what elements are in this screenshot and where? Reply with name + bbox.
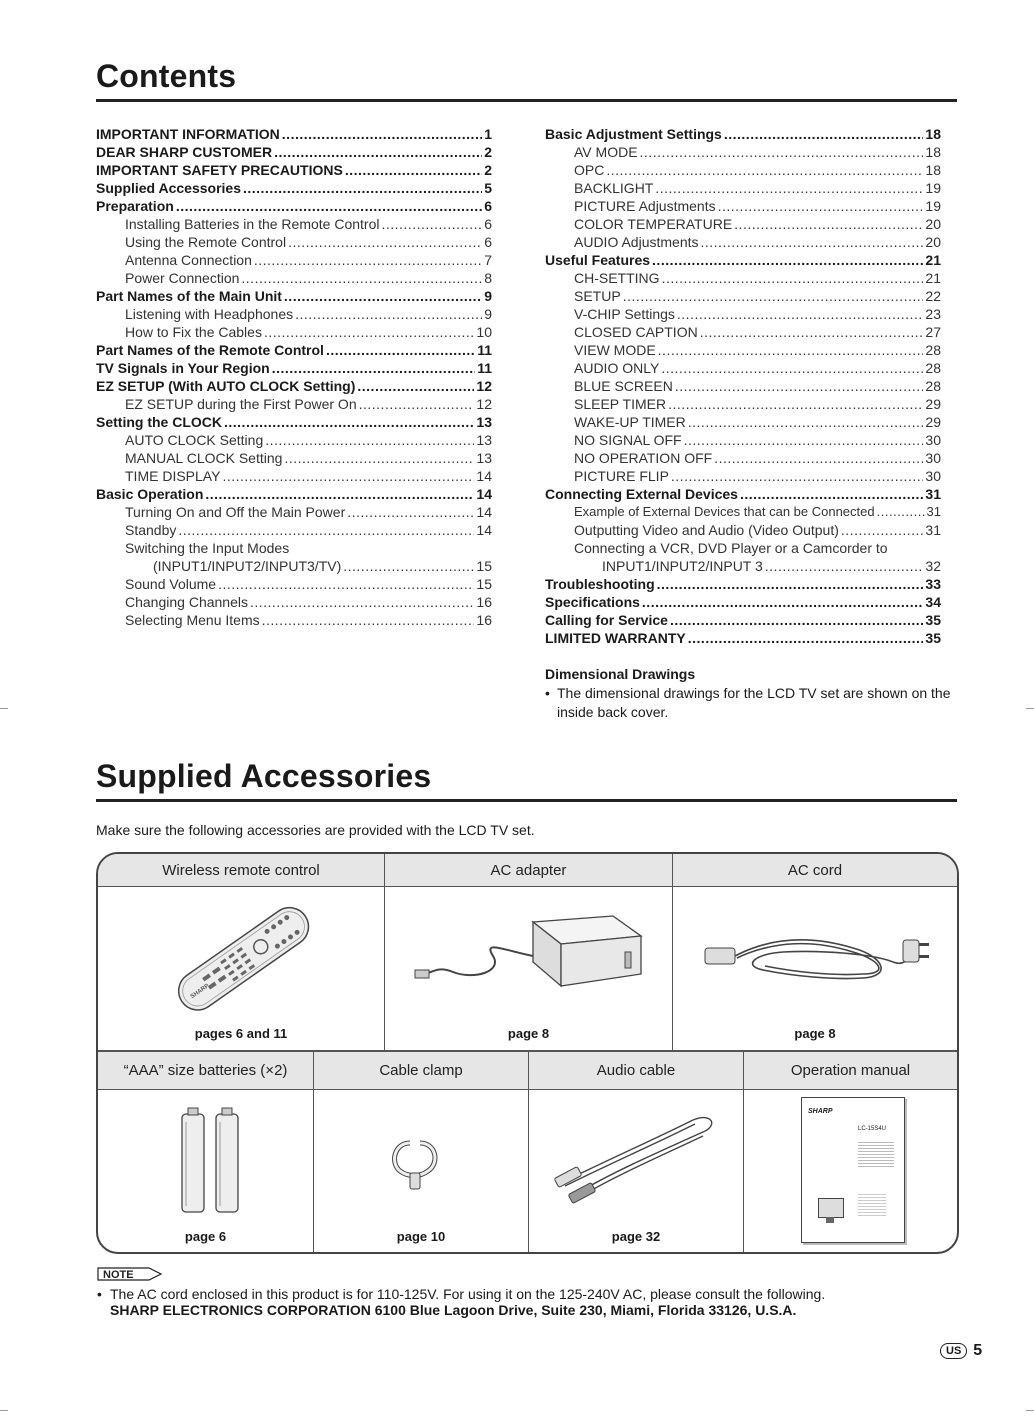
toc-entry-page: 15 bbox=[476, 558, 492, 574]
toc-entry bbox=[96, 611, 492, 629]
toc-entry-title: CH-SETTING bbox=[574, 270, 660, 286]
toc-entry-page: 9 bbox=[484, 288, 492, 304]
header-remote: Wireless remote control bbox=[98, 854, 384, 886]
cable-clamp-image bbox=[386, 1129, 446, 1199]
toc-leader-dots bbox=[274, 143, 482, 161]
toc-entry-page: 13 bbox=[476, 432, 492, 448]
toc-entry-page: 18 bbox=[925, 144, 941, 160]
toc-leader-dots bbox=[357, 377, 474, 395]
toc-entry-title: PICTURE Adjustments bbox=[574, 198, 716, 214]
toc-entry bbox=[545, 557, 941, 575]
toc-leader-dots bbox=[381, 215, 482, 233]
toc-leader-dots bbox=[688, 629, 924, 647]
toc-entry-title: Specifications bbox=[545, 594, 640, 610]
toc-entry-page: 28 bbox=[925, 342, 941, 358]
toc-leader-dots bbox=[222, 467, 474, 485]
toc-entry-page: 14 bbox=[476, 468, 492, 484]
tv-icon bbox=[818, 1198, 844, 1218]
toc-entry-title: PICTURE FLIP bbox=[574, 468, 669, 484]
toc-entry-title: Preparation bbox=[96, 198, 174, 214]
toc-entry-page: 34 bbox=[925, 594, 941, 610]
toc-entry bbox=[545, 575, 941, 593]
toc-entry bbox=[545, 449, 941, 467]
toc-entry-title: MANUAL CLOCK Setting bbox=[125, 450, 283, 466]
toc-leader-dots bbox=[642, 593, 924, 611]
toc-entry-page: 20 bbox=[925, 234, 941, 250]
toc-entry-title: IMPORTANT INFORMATION bbox=[96, 126, 280, 142]
toc-entry bbox=[96, 593, 492, 611]
toc-entry-title: Outputting Video and Audio (Video Output) bbox=[574, 522, 839, 538]
toc-entry-page: 31 bbox=[925, 522, 941, 538]
tv-stand bbox=[826, 1217, 834, 1223]
toc-leader-dots bbox=[765, 557, 924, 575]
toc-entry-page: 13 bbox=[476, 450, 492, 466]
toc-leader-dots bbox=[623, 287, 924, 305]
toc-entry bbox=[96, 575, 492, 593]
toc-entry-page: 22 bbox=[925, 288, 941, 304]
toc-entry-page: 31 bbox=[925, 486, 941, 502]
toc-entry-page: 2 bbox=[484, 162, 492, 178]
toc-entry-title: OPC bbox=[574, 162, 605, 178]
toc-leader-dots bbox=[218, 575, 474, 593]
toc-entry-title: EZ SETUP (With AUTO CLOCK Setting) bbox=[96, 378, 356, 394]
toc-entry bbox=[96, 359, 492, 377]
toc-entry bbox=[545, 233, 941, 251]
toc-entry-title: Connecting External Devices bbox=[545, 486, 738, 502]
toc-entry bbox=[96, 179, 492, 197]
toc-entry-page: 1 bbox=[484, 126, 492, 142]
toc-entry-page: 14 bbox=[476, 522, 492, 538]
toc-entry bbox=[96, 485, 492, 503]
grid-line bbox=[384, 854, 385, 1051]
toc-entry-page: 6 bbox=[484, 234, 492, 250]
toc-leader-dots bbox=[606, 161, 923, 179]
toc-entry-page: 8 bbox=[484, 270, 492, 286]
grid-line bbox=[313, 1051, 314, 1252]
toc-entry-title: AUDIO ONLY bbox=[574, 360, 660, 376]
toc-entry bbox=[545, 395, 941, 413]
toc-entry-title: Power Connection bbox=[125, 270, 240, 286]
toc-entry bbox=[545, 341, 941, 359]
toc-leader-dots bbox=[326, 341, 475, 359]
toc-entry-title: Calling for Service bbox=[545, 612, 668, 628]
toc-entry bbox=[545, 467, 941, 485]
dimensional-text: The dimensional drawings for the LCD TV set are shown on the inside back cover. bbox=[557, 685, 951, 720]
toc-entry-title: Connecting a VCR, DVD Player or a Camcorder to bbox=[574, 540, 888, 556]
toc-leader-dots bbox=[655, 179, 923, 197]
toc-entry-page: 14 bbox=[476, 504, 492, 520]
toc-leader-dots bbox=[661, 359, 923, 377]
toc-leader-dots bbox=[205, 485, 474, 503]
toc-entry-title: How to Fix the Cables bbox=[125, 324, 262, 340]
toc-entry-page: 2 bbox=[484, 144, 492, 160]
ac-adapter-image bbox=[413, 910, 653, 1010]
toc-entry bbox=[96, 521, 492, 539]
toc-entry bbox=[96, 413, 492, 431]
toc-entry-page: 20 bbox=[925, 216, 941, 232]
toc-entry bbox=[96, 377, 492, 395]
toc-entry-page: 35 bbox=[925, 630, 941, 646]
toc-entry bbox=[545, 431, 941, 449]
toc-leader-dots bbox=[176, 197, 482, 215]
toc-leader-dots bbox=[243, 179, 482, 197]
toc-entry bbox=[96, 431, 492, 449]
toc-left-column bbox=[96, 125, 492, 629]
toc-entry bbox=[96, 125, 492, 143]
toc-entry-title: AUDIO Adjustments bbox=[574, 234, 699, 250]
toc-leader-dots bbox=[343, 557, 474, 575]
toc-entry-page: 13 bbox=[476, 414, 492, 430]
toc-entry-page: 12 bbox=[476, 378, 492, 394]
toc-entry-title: Basic Operation bbox=[96, 486, 204, 502]
remote-brand: SHARP bbox=[189, 983, 211, 1001]
toc-entry bbox=[545, 593, 941, 611]
batteries-image bbox=[170, 1106, 250, 1216]
header-ac-cord: AC cord bbox=[673, 854, 957, 886]
accessories-intro: Make sure the following accessories are provided with the LCD TV set. bbox=[96, 822, 535, 838]
toc-leader-dots bbox=[658, 341, 924, 359]
page-ref-audio-cable: page 32 bbox=[611, 1229, 661, 1244]
toc-entry bbox=[545, 413, 941, 431]
toc-entry bbox=[545, 251, 941, 269]
toc-entry-title: Useful Features bbox=[545, 252, 651, 268]
toc-entry-page: 23 bbox=[925, 306, 941, 322]
toc-leader-dots bbox=[178, 521, 474, 539]
toc-entry bbox=[545, 179, 941, 197]
toc-entry bbox=[96, 215, 492, 233]
toc-entry-page: 30 bbox=[925, 450, 941, 466]
note-text: The AC cord enclosed in this product is for 110-125V. For using it on the 125-240V AC, please consult the following. bbox=[110, 1286, 826, 1302]
toc-entry bbox=[545, 611, 941, 629]
toc-entry bbox=[545, 215, 941, 233]
header-audio-cable: Audio cable bbox=[529, 1051, 743, 1089]
toc-leader-dots bbox=[670, 611, 923, 629]
header-ac-adapter: AC adapter bbox=[385, 854, 672, 886]
toc-entry bbox=[545, 323, 941, 341]
toc-entry-title: WAKE-UP TIMER bbox=[574, 414, 686, 430]
toc-entry-title: Basic Adjustment Settings bbox=[545, 126, 722, 142]
toc-entry-page: 14 bbox=[476, 486, 492, 502]
toc-entry-title: Using the Remote Control bbox=[125, 234, 287, 250]
toc-leader-dots bbox=[675, 377, 924, 395]
toc-entry-page: 6 bbox=[484, 198, 492, 214]
toc-leader-dots bbox=[284, 287, 482, 305]
toc-entry bbox=[96, 251, 492, 269]
page-ref-cable-clamp: page 10 bbox=[396, 1229, 446, 1244]
toc-entry bbox=[545, 485, 941, 503]
toc-leader-dots bbox=[652, 251, 923, 269]
toc-leader-dots bbox=[688, 413, 924, 431]
toc-leader-dots bbox=[345, 161, 482, 179]
toc-entry-page: 16 bbox=[476, 594, 492, 610]
toc-entry bbox=[96, 467, 492, 485]
toc-leader-dots bbox=[265, 431, 474, 449]
toc-entry bbox=[96, 341, 492, 359]
toc-entry-title: Setting the CLOCK bbox=[96, 414, 222, 430]
manual-text-block bbox=[858, 1142, 894, 1168]
page-number: 5 bbox=[973, 1342, 983, 1359]
toc-entry bbox=[545, 503, 941, 521]
toc-leader-dots bbox=[841, 521, 924, 539]
toc-leader-dots bbox=[734, 215, 923, 233]
header-operation-manual: Operation manual bbox=[744, 1051, 957, 1089]
toc-leader-dots bbox=[295, 305, 482, 323]
toc-entry bbox=[545, 287, 941, 305]
toc-entry-title: Listening with Headphones bbox=[125, 306, 294, 322]
toc-leader-dots bbox=[254, 251, 482, 269]
toc-entry-title: Part Names of the Remote Control bbox=[96, 342, 324, 358]
toc-leader-dots bbox=[724, 125, 924, 143]
toc-leader-dots bbox=[657, 575, 924, 593]
audio-cable-image bbox=[553, 1112, 723, 1212]
crop-mark bbox=[1026, 1410, 1034, 1411]
toc-entry-page: 30 bbox=[925, 432, 941, 448]
toc-entry bbox=[545, 377, 941, 395]
toc-entry-page: 27 bbox=[925, 324, 941, 340]
grid-line bbox=[672, 854, 673, 1051]
toc-leader-dots bbox=[700, 323, 924, 341]
dimensional-title: Dimensional Drawings bbox=[545, 666, 696, 682]
header-batteries: “AAA” size batteries (×2) bbox=[98, 1051, 313, 1089]
toc-entry-title: SETUP bbox=[574, 288, 621, 304]
toc-entry-page: 7 bbox=[484, 252, 492, 268]
toc-entry bbox=[96, 305, 492, 323]
toc-leader-dots bbox=[224, 413, 474, 431]
toc-entry bbox=[545, 269, 941, 287]
toc-entry-title: NO SIGNAL OFF bbox=[574, 432, 682, 448]
page-ref-remote: pages 6 and 11 bbox=[194, 1026, 288, 1041]
toc-entry bbox=[545, 305, 941, 323]
toc-entry-page: 18 bbox=[925, 162, 941, 178]
toc-entry-title: Example of External Devices that can be Connected bbox=[574, 504, 875, 519]
toc-leader-dots bbox=[740, 485, 923, 503]
toc-entry-title: AV MODE bbox=[574, 144, 638, 160]
toc-entry bbox=[96, 143, 492, 161]
toc-entry bbox=[96, 557, 492, 575]
toc-entry-page: 5 bbox=[484, 180, 492, 196]
toc-entry-title: DEAR SHARP CUSTOMER bbox=[96, 144, 273, 160]
toc-entry-title: AUTO CLOCK Setting bbox=[125, 432, 264, 448]
toc-entry-title: CLOSED CAPTION bbox=[574, 324, 698, 340]
toc-entry-title: TV Signals in Your Region bbox=[96, 360, 270, 376]
toc-leader-dots bbox=[671, 467, 924, 485]
toc-entry-title: Antenna Connection bbox=[125, 252, 252, 268]
toc-entry-title: BLUE SCREEN bbox=[574, 378, 673, 394]
toc-entry-page: 28 bbox=[925, 360, 941, 376]
toc-entry-page: 21 bbox=[925, 270, 941, 286]
toc-leader-dots bbox=[359, 395, 475, 413]
toc-entry bbox=[545, 359, 941, 377]
toc-entry-title: Turning On and Off the Main Power bbox=[125, 504, 346, 520]
toc-entry-title: Installing Batteries in the Remote Control bbox=[125, 216, 380, 232]
contents-title: Contents bbox=[96, 58, 237, 94]
toc-leader-dots bbox=[877, 503, 925, 521]
page-ref-ac-cord: page 8 bbox=[794, 1026, 836, 1041]
toc-leader-dots bbox=[714, 449, 923, 467]
toc-leader-dots bbox=[347, 503, 474, 521]
accessories-title: Supplied Accessories bbox=[96, 758, 432, 794]
toc-entry-title: Sound Volume bbox=[125, 576, 217, 592]
toc-entry-page: 18 bbox=[925, 126, 941, 142]
note-block bbox=[97, 1286, 957, 1318]
accessories-rule bbox=[96, 799, 957, 802]
toc-entry-page: 28 bbox=[925, 378, 941, 394]
toc-entry bbox=[96, 197, 492, 215]
toc-entry-title: VIEW MODE bbox=[574, 342, 656, 358]
toc-entry-page: 9 bbox=[484, 306, 492, 322]
toc-leader-dots bbox=[241, 269, 482, 287]
page-ref-ac-adapter: page 8 bbox=[507, 1026, 550, 1041]
note-badge bbox=[97, 1267, 163, 1281]
remote-control-image bbox=[158, 898, 328, 1018]
region-badge: US bbox=[940, 1343, 967, 1359]
toc-entry-page: 12 bbox=[476, 396, 492, 412]
toc-entry-title: Troubleshooting bbox=[545, 576, 655, 592]
toc-leader-dots bbox=[718, 197, 924, 215]
toc-entry bbox=[545, 125, 941, 143]
toc-leader-dots bbox=[684, 431, 924, 449]
toc-entry-page: 16 bbox=[476, 612, 492, 628]
toc-leader-dots bbox=[272, 359, 475, 377]
toc-entry-page: 19 bbox=[925, 180, 941, 196]
page-footer bbox=[940, 1342, 982, 1360]
toc-entry-page: 21 bbox=[925, 252, 941, 268]
note-label: NOTE bbox=[103, 1269, 134, 1281]
toc-entry bbox=[96, 161, 492, 179]
toc-entry-page: 33 bbox=[925, 576, 941, 592]
toc-leader-dots bbox=[284, 449, 474, 467]
toc-entry-title: Supplied Accessories bbox=[96, 180, 241, 196]
toc-entry bbox=[96, 323, 492, 341]
toc-entry bbox=[96, 287, 492, 305]
toc-right-column bbox=[545, 125, 941, 647]
toc-entry-title: Changing Channels bbox=[125, 594, 248, 610]
toc-entry-page: 31 bbox=[926, 504, 941, 519]
toc-leader-dots bbox=[282, 125, 482, 143]
toc-leader-dots bbox=[668, 395, 923, 413]
ac-cord-image bbox=[703, 926, 933, 996]
contents-rule bbox=[96, 99, 957, 102]
toc-entry-title: LIMITED WARRANTY bbox=[545, 630, 686, 646]
toc-entry bbox=[96, 269, 492, 287]
dimensional-drawings bbox=[545, 665, 960, 722]
manual-model: LC-15S4U bbox=[858, 1126, 887, 1132]
toc-entry-page: 29 bbox=[925, 414, 941, 430]
crop-mark bbox=[0, 1410, 8, 1411]
toc-entry bbox=[545, 629, 941, 647]
crop-mark bbox=[1026, 708, 1034, 709]
grid-line bbox=[528, 1051, 529, 1252]
toc-leader-dots bbox=[262, 611, 475, 629]
grid-line bbox=[743, 1051, 744, 1252]
toc-leader-dots bbox=[662, 269, 924, 287]
toc-leader-dots bbox=[677, 305, 924, 323]
toc-leader-dots bbox=[288, 233, 482, 251]
toc-entry-title: BACKLIGHT bbox=[574, 180, 654, 196]
toc-entry bbox=[96, 503, 492, 521]
toc-entry-page: 10 bbox=[476, 324, 492, 340]
toc-entry-title: IMPORTANT SAFETY PRECAUTIONS bbox=[96, 162, 343, 178]
toc-leader-dots bbox=[640, 143, 924, 161]
manual-brand: SHARP bbox=[808, 1108, 833, 1115]
toc-entry-title: Switching the Input Modes bbox=[125, 540, 290, 556]
toc-entry-page: 35 bbox=[925, 612, 941, 628]
toc-entry-page: 29 bbox=[925, 396, 941, 412]
toc-entry-title: COLOR TEMPERATURE bbox=[574, 216, 733, 232]
grid-line bbox=[98, 886, 957, 887]
toc-leader-dots bbox=[250, 593, 474, 611]
toc-entry-page: 11 bbox=[477, 360, 492, 376]
toc-entry-title: NO OPERATION OFF bbox=[574, 450, 713, 466]
toc-leader-dots bbox=[264, 323, 474, 341]
toc-entry-page: 32 bbox=[925, 558, 941, 574]
bullet: • bbox=[97, 1286, 102, 1302]
toc-entry-page: 6 bbox=[484, 216, 492, 232]
toc-entry-title: Standby bbox=[125, 522, 177, 538]
toc-entry-page: 19 bbox=[925, 198, 941, 214]
toc-entry-page: 15 bbox=[476, 576, 492, 592]
toc-entry-title: Selecting Menu Items bbox=[125, 612, 260, 628]
header-cable-clamp: Cable clamp bbox=[314, 1051, 528, 1089]
note-address: SHARP ELECTRONICS CORPORATION 6100 Blue Lagoon Drive, Suite 230, Miami, Florida 33126, U.S.A. bbox=[110, 1302, 797, 1318]
toc-entry-title: V-CHIP Settings bbox=[574, 306, 675, 322]
toc-entry-title: INPUT1/INPUT2/INPUT 3 bbox=[602, 558, 763, 574]
accessories-table bbox=[96, 852, 959, 1254]
toc-entry-title: SLEEP TIMER bbox=[574, 396, 667, 412]
operation-manual-image bbox=[801, 1097, 905, 1243]
toc-leader-dots bbox=[701, 233, 924, 251]
toc-entry bbox=[545, 161, 941, 179]
toc-entry-title: (INPUT1/INPUT2/INPUT3/TV) bbox=[153, 558, 342, 574]
bullet: • bbox=[545, 685, 550, 701]
page-ref-batteries: page 6 bbox=[184, 1229, 227, 1244]
toc-entry bbox=[96, 395, 492, 413]
toc-entry-page: 11 bbox=[477, 342, 492, 358]
toc-entry-title: Part Names of the Main Unit bbox=[96, 288, 282, 304]
toc-entry bbox=[545, 539, 941, 557]
toc-entry bbox=[96, 233, 492, 251]
toc-entry bbox=[545, 521, 941, 539]
toc-entry-page: 30 bbox=[925, 468, 941, 484]
toc-entry bbox=[96, 449, 492, 467]
toc-entry bbox=[545, 143, 941, 161]
toc-entry-title: TIME DISPLAY bbox=[125, 468, 221, 484]
toc-entry bbox=[545, 197, 941, 215]
manual-text-block bbox=[858, 1194, 886, 1218]
crop-mark bbox=[0, 708, 8, 709]
toc-entry-title: EZ SETUP during the First Power On bbox=[125, 396, 357, 412]
toc-entry bbox=[96, 539, 492, 557]
